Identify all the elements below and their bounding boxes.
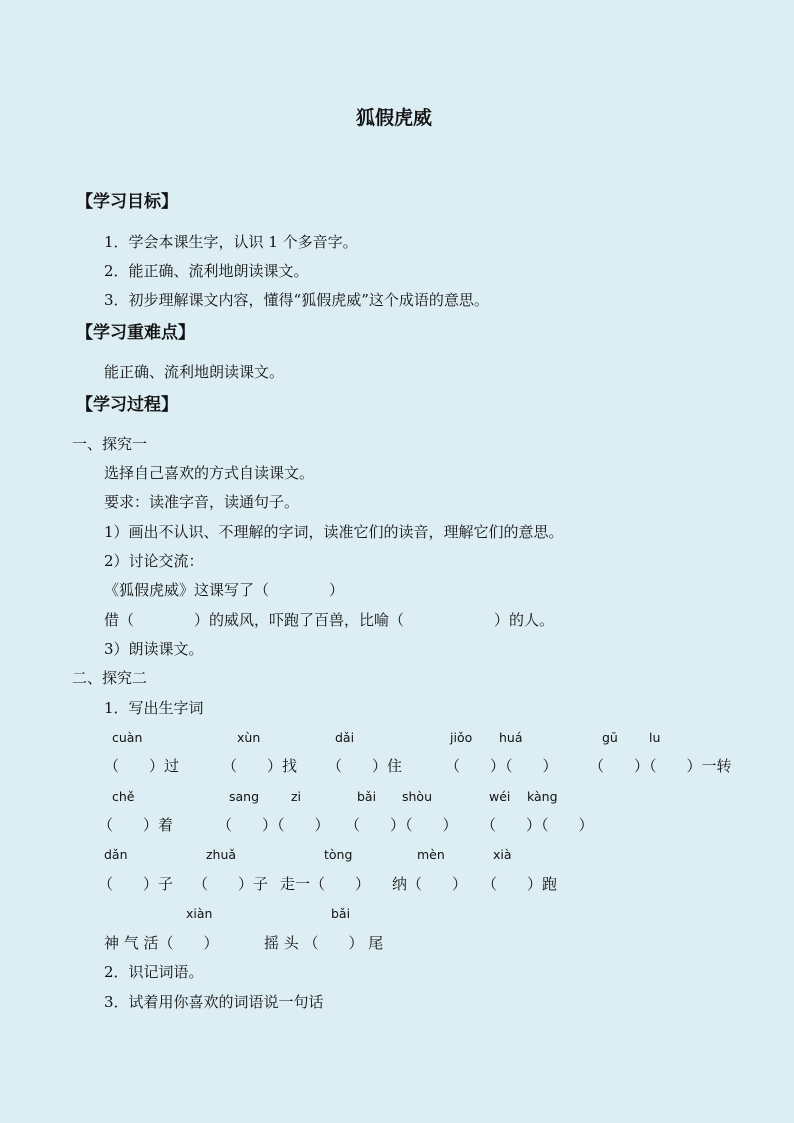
part2-title: 二、探究二 (72, 669, 148, 687)
word-blank: （ ）住 (327, 757, 403, 775)
pinyin: dǎn (104, 847, 128, 862)
part1-line7: 3）朗读课文。 (104, 640, 204, 658)
pinyin: tòng (324, 847, 353, 862)
pinyin: huá (499, 730, 523, 745)
process-heading: 【学习过程】 (76, 395, 178, 415)
word-blank: （ ）（ ）一转 (589, 757, 732, 775)
word-blank: （ ）找 (222, 757, 298, 775)
pinyin: shòu (402, 789, 433, 804)
word-blank: （ ）（ ） (445, 757, 558, 775)
pinyin: cuàn (112, 730, 143, 745)
word-blank: （ ）（ ） (345, 816, 458, 834)
pinyin: bǎi (331, 906, 351, 921)
word-blank: （ ）着 (98, 816, 174, 834)
goal-item-1: 1．学会本课生字，认识 1 个多音字。 (104, 233, 358, 251)
goals-heading: 【学习目标】 (76, 192, 178, 212)
pinyin: kàng (527, 789, 558, 804)
goal-item-3: 3．初步理解课文内容，懂得“狐假虎威”这个成语的意思。 (104, 291, 489, 309)
word-blank: 神 气 活（ ） (104, 934, 219, 952)
part1-line3: 1）画出不认识、不理解的字词，读准它们的读音，理解它们的意思。 (104, 523, 564, 541)
page-title: 狐假虎威 (356, 107, 433, 129)
pinyin: bǎi (357, 789, 377, 804)
pinyin: dǎi (335, 730, 355, 745)
part2-sub3: 3．试着用你喜欢的词语说一句话 (104, 993, 324, 1011)
goal-item-2: 2．能正确、流利地朗读课文。 (104, 262, 309, 280)
word-blank: （ ）子 (98, 875, 174, 893)
pinyin: xiàn (186, 906, 213, 921)
word-blank: 纳（ ） (392, 875, 468, 893)
pinyin: sang (229, 789, 260, 804)
part1-line1: 选择自己喜欢的方式自读课文。 (104, 464, 315, 482)
part1-line2: 要求：读准字音，读通句子。 (104, 493, 300, 511)
key-points-text: 能正确、流利地朗读课文。 (104, 363, 285, 381)
pinyin: gū (602, 730, 618, 745)
pinyin: xià (493, 847, 512, 862)
pinyin: chě (112, 789, 135, 804)
pinyin: wéi (489, 789, 511, 804)
pinyin: lu (649, 730, 661, 745)
word-blank: 摇 头 （ ） 尾 (264, 934, 384, 952)
part2-sub1: 1．写出生字词 (104, 699, 204, 717)
pinyin: zi (291, 789, 302, 804)
word-blank: （ ）（ ） (217, 816, 330, 834)
word-blank: 走一（ ） (280, 875, 371, 893)
part1-line5: 《狐假虎威》这课写了（ ） (104, 581, 345, 599)
part1-line4: 2）讨论交流： (104, 552, 204, 570)
part2-sub2: 2．识记词语。 (104, 963, 204, 981)
part1-title: 一、探究一 (72, 435, 148, 453)
key-points-heading: 【学习重难点】 (76, 323, 195, 343)
word-blank: （ ）跑 (482, 875, 558, 893)
pinyin: zhuǎ (206, 847, 237, 862)
pinyin: jiǒo (450, 730, 473, 745)
word-blank: （ ）过 (104, 757, 180, 775)
word-blank: （ ）（ ） (481, 816, 594, 834)
word-blank: （ ）子 (193, 875, 269, 893)
pinyin: mèn (417, 847, 445, 862)
part1-line6: 借（ ）的威风，吓跑了百兽，比喻（ ）的人。 (104, 611, 555, 629)
pinyin: xùn (237, 730, 261, 745)
